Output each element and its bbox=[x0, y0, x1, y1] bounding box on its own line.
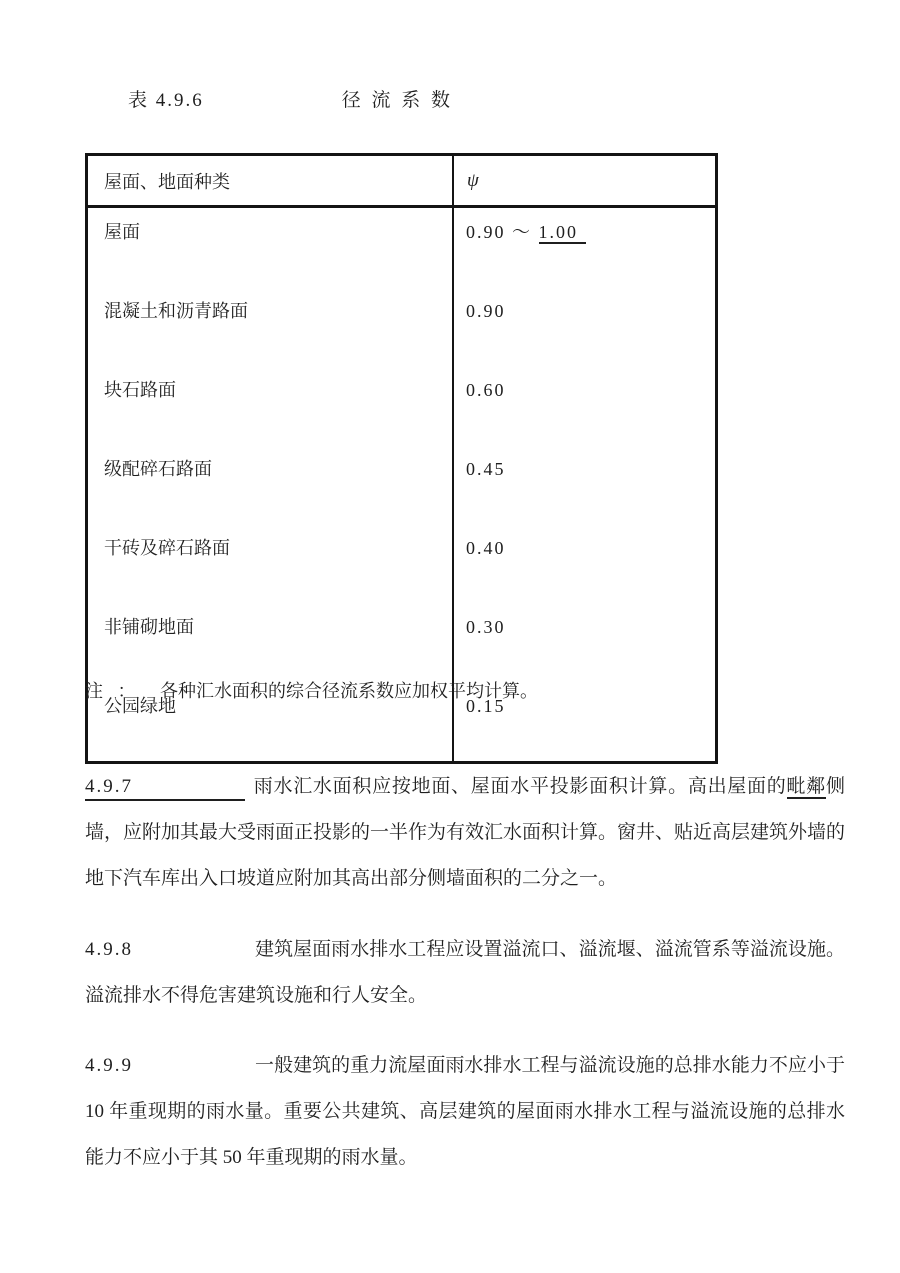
table-title: 径 流 系 数 bbox=[341, 90, 454, 111]
table-row bbox=[87, 287, 717, 366]
value-cell bbox=[453, 207, 717, 288]
table-note bbox=[85, 679, 538, 703]
category-cell: 级配碎石路面 bbox=[87, 445, 454, 524]
table-row bbox=[87, 445, 717, 524]
note-label: 注 ： bbox=[85, 681, 141, 701]
value-cell: 0.90 bbox=[466, 301, 506, 321]
section-number: 4.9.9 bbox=[85, 1055, 133, 1076]
column-header-surface-type: 屋面、地面种类 bbox=[87, 155, 454, 207]
section-number: 4.9.7 bbox=[85, 775, 245, 801]
category-cell: 干砖及碎石路面 bbox=[87, 524, 454, 603]
psi-symbol: ψ bbox=[467, 169, 479, 191]
section-number: 4.9.8 bbox=[85, 939, 133, 960]
section-text: 一般建筑的重力流屋面雨水排水工程与溢流设施的总排水能力不应小于 10 年重现期的雨水量。重要公共建筑、高层建筑的屋面雨水排水工程与溢流设施的总排水能力不应小于其 50 年重现期的雨水量。 bbox=[85, 1055, 845, 1168]
section-4-9-8 bbox=[85, 927, 845, 1019]
value-cell: 0.40 bbox=[466, 538, 506, 558]
table-number: 表 4.9.6 bbox=[128, 90, 204, 111]
category-cell: 块石路面 bbox=[87, 366, 454, 445]
section-4-9-7 bbox=[85, 764, 845, 902]
category-cell: 非铺砌地面 bbox=[87, 603, 454, 682]
table-row bbox=[87, 207, 717, 288]
note-text: 各种汇水面积的综合径流系数应加权平均计算。 bbox=[160, 681, 538, 701]
category-cell: 公园绿地 bbox=[87, 682, 454, 763]
section-text-underlined: 毗鄰 bbox=[786, 776, 826, 797]
table-row bbox=[87, 524, 717, 603]
value-range: 0.90 ～ bbox=[466, 222, 539, 242]
category-cell: 混凝土和沥青路面 bbox=[87, 287, 454, 366]
section-text: 雨水汇水面积应按地面、屋面水平投影面积计算。高出屋面的 bbox=[253, 776, 787, 797]
value-cell: 0.30 bbox=[466, 617, 506, 637]
section-text: 侧墙，应附加其最大受雨面正投影的一半作为有效汇水面积计算。窗井、贴近高层建筑外墙的地下汽车库出入口坡道应附加其高出部分侧墙面积的二分之一。 bbox=[85, 776, 846, 889]
value-cell: 0.45 bbox=[466, 459, 506, 479]
column-header-psi bbox=[453, 155, 717, 207]
value-underlined: 1.00 bbox=[539, 222, 587, 244]
table-row bbox=[87, 366, 717, 445]
runoff-coefficient-table bbox=[85, 153, 718, 764]
table-header-row bbox=[87, 155, 717, 207]
section-4-9-9 bbox=[85, 1043, 845, 1181]
category-cell: 屋面 bbox=[87, 207, 454, 288]
table-caption bbox=[128, 85, 453, 112]
value-cell: 0.15 bbox=[466, 696, 506, 716]
table-row bbox=[87, 603, 717, 682]
value-cell: 0.60 bbox=[466, 380, 506, 400]
section-text: 建筑屋面雨水排水工程应设置溢流口、溢流堰、溢流管系等溢流设施。溢流排水不得危害建筑设施和行人安全。 bbox=[85, 939, 845, 1006]
